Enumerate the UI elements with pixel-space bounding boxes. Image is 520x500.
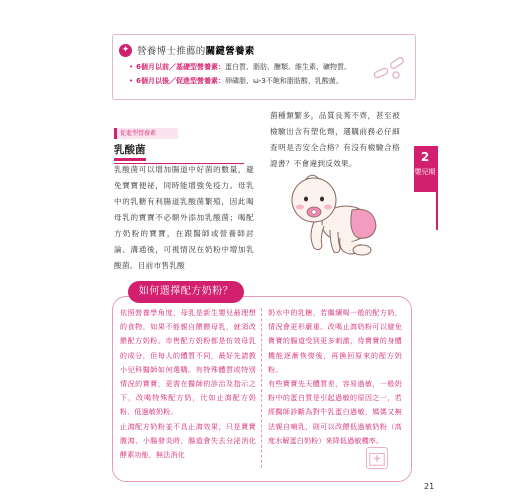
pill-icon [372,56,408,82]
tip-title: 營養博士推薦的關鍵營養素 [137,46,255,57]
probiotic-text-left: 乳酸菌可以增加腸道中好菌的數量，避免寶寶便祕，同時能增強免疫力。母乳中的乳糖有利腸道乳酸菌繁殖，因此喝母乳的寶寶不必額外添加乳酸菌；喝配方奶粉的寶寶，在跟醫師或營養師討論、溝通後，可視情況在奶粉中增加乳酸菌。目前市售乳酸 [114,165,254,270]
chapter-tab-line [436,146,438,230]
column-divider [261,308,262,468]
formula-column-1 [120,306,256,462]
chapter-number: 2 [420,150,430,164]
bullet-icon: • [129,77,134,85]
section-title: 乳酸菌 [114,142,244,164]
tip-header [119,43,255,57]
section-tag: 促進型營養素 [114,128,178,139]
formula-paragraph-2: 止瀉配方奶粉並不具止瀉效果，只是寶寶腹瀉、小腸發炎時，腸道會失去分泌消化酵素功能，無法消化 [120,422,256,460]
formula-column-2 [268,306,402,448]
formula-paragraph-3: 奶水中的乳糖，若繼續喝一般的配方奶，情況會更形嚴重。改喝止瀉奶粉可以避免寶寶的腸道受到更多刺激，待寶寶的身體機能逐漸恢復後，再換回原來的配方奶粉。 [268,309,402,374]
page-number: 21 [424,482,435,491]
formula-paragraph-1: 依照營養學角度，母乳是新生嬰兒最理想的食物，如果不能親自餵餵母乳，就須改餵配方奶粉。市售配方奶粉都是仿效母乳的成分，但每人的體質不同，最好先請教小兒科醫師如何選購。有特殊體質或特別情況的寶寶，更需在醫師的診治及指示之下，改喝特殊配方奶，比如止瀉配方奶粉、低過敏奶粉。 [120,309,256,417]
tip-box [112,34,416,100]
formula-header: 如何選擇配方奶粉？ [128,281,244,303]
probiotic-text-right: 菌種類繁多，品質良莠不齊，甚至被檢驗出含有塑化劑，選購前務必仔細查明是否安全合格？有沒有檢驗合格證書？不會違到反效果。 [270,111,400,168]
lightbulb-icon: ✦ [119,44,132,57]
tip-line-1: • 6個月以前／基礎型營養素：蛋白質、脂肪、醣類、維生素、礦物質。 [129,63,352,71]
crawling-baby-illustration [278,166,386,260]
bullet-icon: • [129,63,134,71]
chapter-label: 嬰兒期 [414,168,436,176]
tip-line-2: • 6個月以後／促進型營養素：卵磷脂、ω-3不飽和脂肪酸、乳酸菌。 [129,77,343,85]
formula-paragraph-4: 有些寶寶先天體質差，容易過敏，一般奶粉中的蛋白質是引起過敏的原因之一，若經醫師診斷為對牛乳蛋白過敏，媽媽又無法親自哺乳，則可以改餵低過敏奶粉（高度水解蛋白奶粉）來降低過敏機率。 [268,380,402,445]
hospital-icon [366,447,388,469]
